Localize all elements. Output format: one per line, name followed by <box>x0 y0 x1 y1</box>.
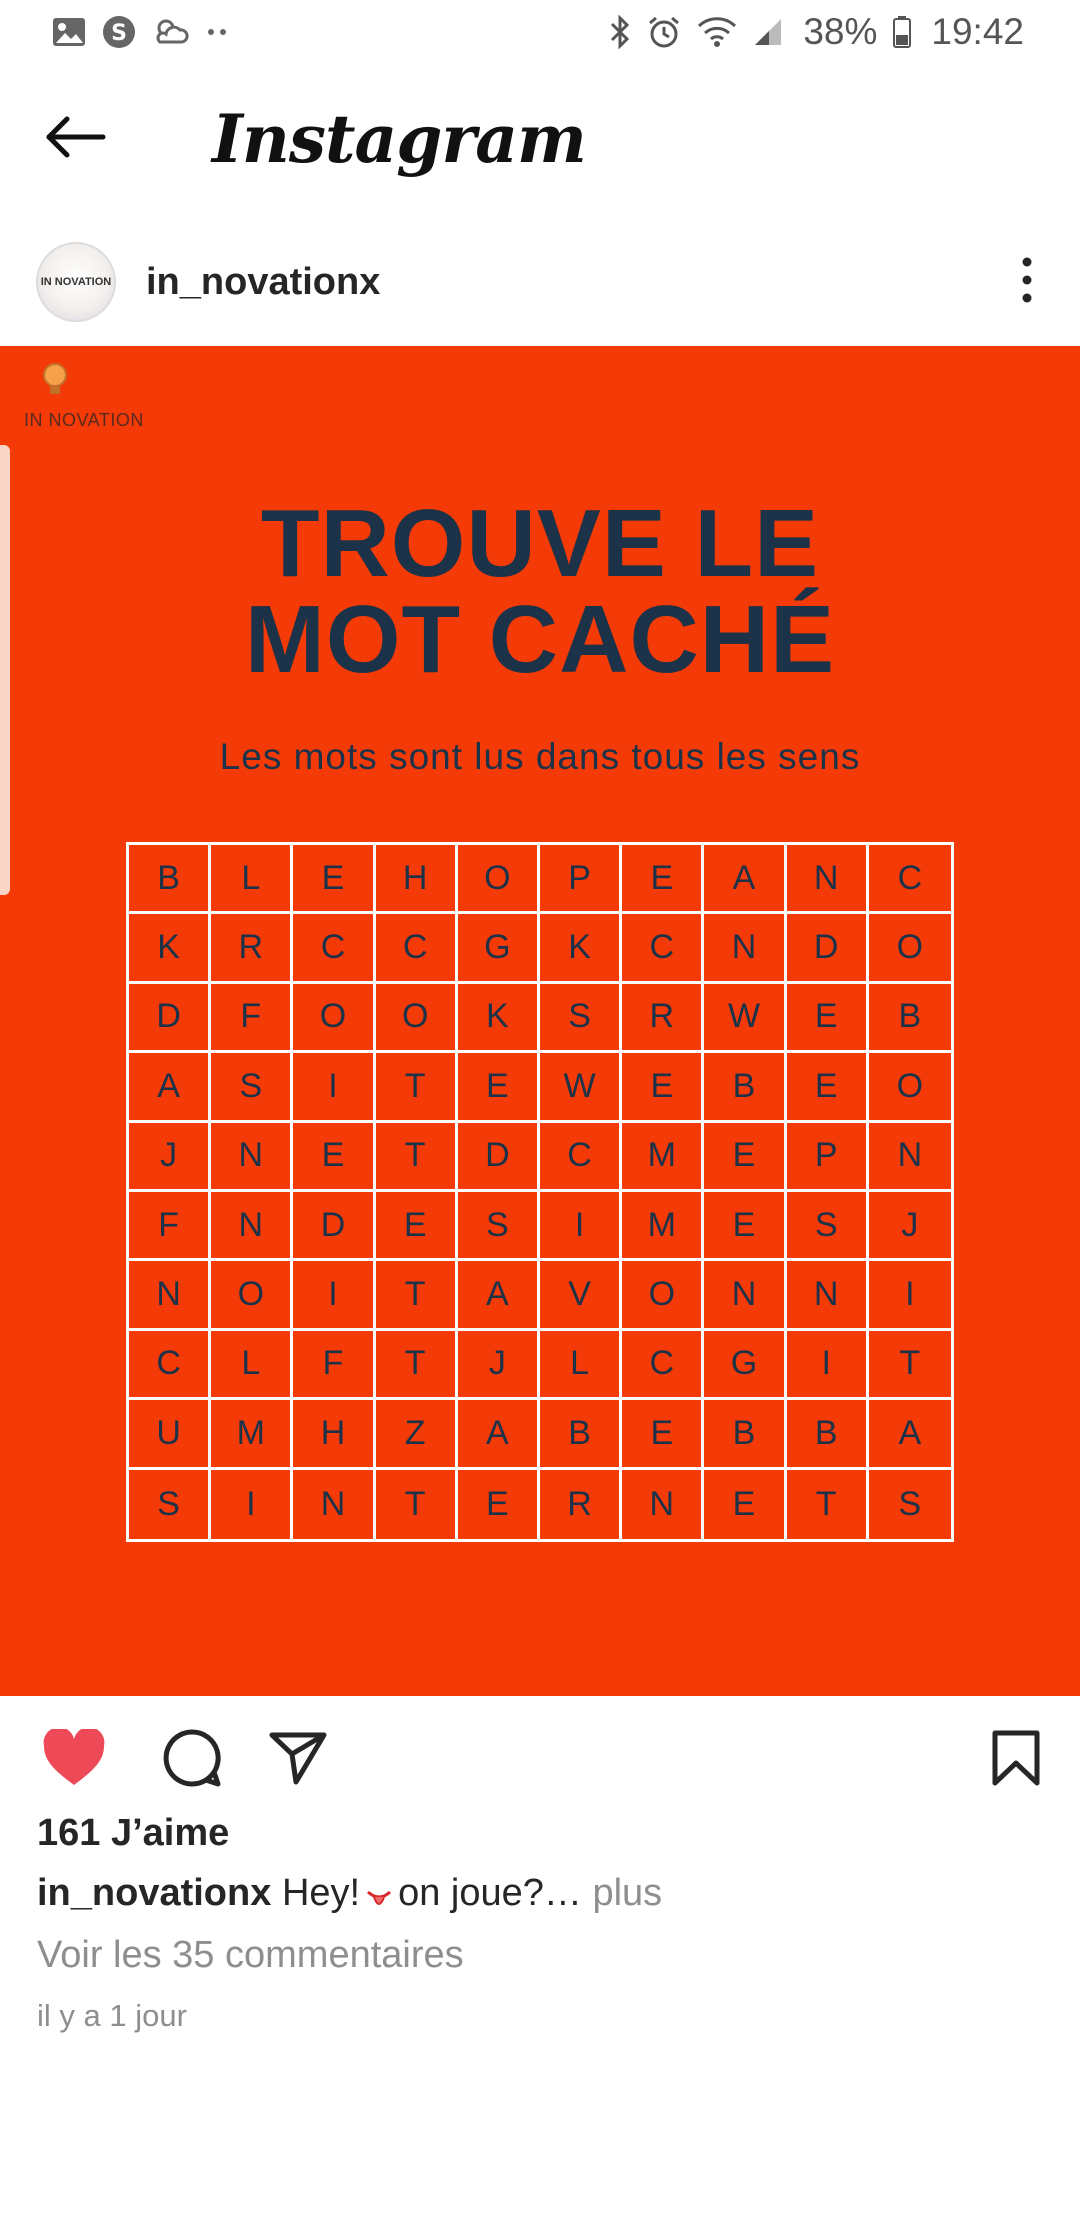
bluetooth-icon <box>609 15 631 49</box>
grid-cell: E <box>622 845 704 914</box>
heart-filled-icon <box>42 1729 106 1792</box>
grid-cell: B <box>129 845 211 914</box>
grid-cell: J <box>458 1331 540 1400</box>
grid-cell: E <box>787 984 869 1053</box>
grid-cell: R <box>540 1470 622 1539</box>
grid-cell: N <box>293 1470 375 1539</box>
grid-cell: E <box>704 1470 786 1539</box>
grid-cell: T <box>376 1261 458 1330</box>
grid-cell: N <box>787 845 869 914</box>
status-left-icons <box>52 15 230 49</box>
gallery-icon <box>52 17 86 47</box>
view-comments-link[interactable]: Voir les 35 commentaires <box>37 1934 464 1976</box>
grid-cell: C <box>129 1331 211 1400</box>
grid-cell: T <box>376 1331 458 1400</box>
grid-cell: W <box>704 984 786 1053</box>
post-timestamp: il y a 1 jour <box>37 1998 187 2033</box>
grid-cell: R <box>211 914 293 983</box>
signal-icon <box>753 17 783 47</box>
more-options-button[interactable] <box>1002 242 1052 322</box>
letter-grid <box>126 842 954 1542</box>
app-title: Instagram <box>212 100 586 178</box>
puzzle-subtitle: Les mots sont lus dans tous les sens <box>219 736 861 777</box>
grid-cell: B <box>704 1053 786 1122</box>
svg-text:S: S <box>111 21 127 46</box>
grid-cell: G <box>458 914 540 983</box>
grid-cell: H <box>293 1400 375 1469</box>
back-button[interactable] <box>36 99 116 179</box>
puzzle-title-line-1: TROUVE LE <box>260 490 820 597</box>
grid-cell: L <box>211 845 293 914</box>
grid-cell: I <box>293 1053 375 1122</box>
grid-cell: E <box>458 1053 540 1122</box>
tongue-face-emoji-icon <box>364 1880 394 1910</box>
grid-cell: M <box>622 1123 704 1192</box>
grid-cell: A <box>458 1400 540 1469</box>
grid-cell: U <box>129 1400 211 1469</box>
grid-cell: N <box>704 914 786 983</box>
grid-cell: T <box>376 1470 458 1539</box>
grid-cell: C <box>376 914 458 983</box>
caption-text-start: Hey! <box>281 1872 361 1914</box>
grid-cell: F <box>129 1192 211 1261</box>
grid-cell: E <box>293 1123 375 1192</box>
grid-cell: T <box>869 1331 951 1400</box>
grid-cell: D <box>293 1192 375 1261</box>
grid-cell: P <box>540 845 622 914</box>
grid-cell: B <box>704 1400 786 1469</box>
grid-cell: C <box>622 914 704 983</box>
post-header <box>0 232 1080 332</box>
send-icon <box>268 1730 328 1791</box>
grid-cell: I <box>211 1470 293 1539</box>
grid-cell: J <box>129 1123 211 1192</box>
grid-cell: F <box>293 1331 375 1400</box>
grid-cell: Z <box>376 1400 458 1469</box>
status-bar <box>0 0 1080 64</box>
grid-cell: K <box>458 984 540 1053</box>
grid-cell: S <box>787 1192 869 1261</box>
grid-cell: D <box>787 914 869 983</box>
grid-cell: O <box>622 1261 704 1330</box>
post-username[interactable]: in_novationx <box>146 260 381 303</box>
grid-cell: S <box>129 1470 211 1539</box>
grid-cell: S <box>458 1192 540 1261</box>
likes-count[interactable]: 161 J’aime <box>37 1812 230 1854</box>
alarm-icon <box>647 15 681 49</box>
grid-cell: T <box>787 1470 869 1539</box>
battery-icon <box>893 16 911 48</box>
grid-cell: A <box>458 1261 540 1330</box>
scroll-indicator <box>0 445 10 895</box>
grid-cell: S <box>540 984 622 1053</box>
grid-cell: E <box>293 845 375 914</box>
brand-text: IN NOVATION <box>24 410 144 430</box>
app-header <box>0 64 1080 214</box>
bookmark-icon <box>991 1730 1041 1791</box>
comment-button[interactable] <box>152 1720 232 1800</box>
grid-cell: C <box>293 914 375 983</box>
battery-percent: 38% <box>803 11 878 52</box>
grid-cell: O <box>376 984 458 1053</box>
grid-cell: J <box>869 1192 951 1261</box>
puzzle-title-line-2: MOT CACHÉ <box>244 586 836 693</box>
s-badge-icon <box>102 15 136 49</box>
grid-cell: A <box>869 1400 951 1469</box>
grid-cell: S <box>211 1053 293 1122</box>
grid-cell: E <box>704 1192 786 1261</box>
like-button[interactable] <box>34 1720 114 1800</box>
grid-cell: E <box>787 1053 869 1122</box>
grid-cell: E <box>704 1123 786 1192</box>
grid-cell: P <box>787 1123 869 1192</box>
grid-cell: O <box>869 1053 951 1122</box>
more-dots-icon <box>206 27 230 37</box>
grid-cell: I <box>787 1331 869 1400</box>
grid-cell: N <box>704 1261 786 1330</box>
grid-cell: G <box>704 1331 786 1400</box>
cloud-sun-icon <box>152 16 190 48</box>
grid-cell: B <box>869 984 951 1053</box>
grid-cell: O <box>869 914 951 983</box>
grid-cell: R <box>622 984 704 1053</box>
grid-cell: F <box>211 984 293 1053</box>
grid-cell: N <box>129 1261 211 1330</box>
grid-cell: I <box>869 1261 951 1330</box>
grid-cell: T <box>376 1123 458 1192</box>
grid-cell: B <box>787 1400 869 1469</box>
grid-cell: E <box>622 1053 704 1122</box>
arrow-left-icon <box>45 115 107 164</box>
grid-cell: N <box>869 1123 951 1192</box>
caption-more-link[interactable]: plus <box>592 1872 663 1914</box>
caption <box>37 1872 1037 1915</box>
grid-cell: E <box>376 1192 458 1261</box>
grid-cell: M <box>622 1192 704 1261</box>
grid-cell: K <box>129 914 211 983</box>
grid-cell: M <box>211 1400 293 1469</box>
grid-cell: W <box>540 1053 622 1122</box>
puzzle-title <box>0 490 1080 693</box>
grid-cell: A <box>704 845 786 914</box>
grid-cell: K <box>540 914 622 983</box>
status-right-icons <box>609 11 1024 53</box>
save-button[interactable] <box>976 1720 1056 1800</box>
grid-cell: O <box>458 845 540 914</box>
vertical-dots-icon <box>1022 257 1032 308</box>
brand-logo <box>24 362 174 442</box>
caption-text-end: on joue?… <box>398 1872 582 1914</box>
avatar-logo-text: IN NOVATION <box>40 276 112 288</box>
wifi-icon <box>697 16 737 48</box>
grid-cell: D <box>458 1123 540 1192</box>
post-image[interactable] <box>0 346 1080 1696</box>
grid-cell: N <box>211 1123 293 1192</box>
grid-cell: N <box>622 1470 704 1539</box>
comment-icon <box>162 1728 222 1793</box>
action-bar <box>0 1710 1080 1810</box>
grid-cell: E <box>622 1400 704 1469</box>
avatar[interactable] <box>36 242 116 322</box>
grid-cell: C <box>540 1123 622 1192</box>
grid-cell: C <box>622 1331 704 1400</box>
grid-cell: B <box>540 1400 622 1469</box>
grid-cell: V <box>540 1261 622 1330</box>
lightbulb-icon <box>40 362 70 396</box>
grid-cell: I <box>293 1261 375 1330</box>
grid-cell: S <box>898 1484 922 1523</box>
clock: 19:42 <box>931 11 1024 52</box>
grid-cell: D <box>129 984 211 1053</box>
grid-cell: H <box>376 845 458 914</box>
grid-cell: N <box>787 1261 869 1330</box>
grid-cell: O <box>211 1261 293 1330</box>
grid-cell: I <box>540 1192 622 1261</box>
grid-cell: E <box>458 1470 540 1539</box>
grid-cell: L <box>211 1331 293 1400</box>
grid-cell: C <box>869 845 951 914</box>
grid-cell: O <box>293 984 375 1053</box>
grid-cell: N <box>211 1192 293 1261</box>
grid-cell: L <box>540 1331 622 1400</box>
grid-cell: A <box>129 1053 211 1122</box>
share-button[interactable] <box>258 1720 338 1800</box>
grid-cell: T <box>376 1053 458 1122</box>
caption-username[interactable]: in_novationx <box>37 1872 272 1914</box>
